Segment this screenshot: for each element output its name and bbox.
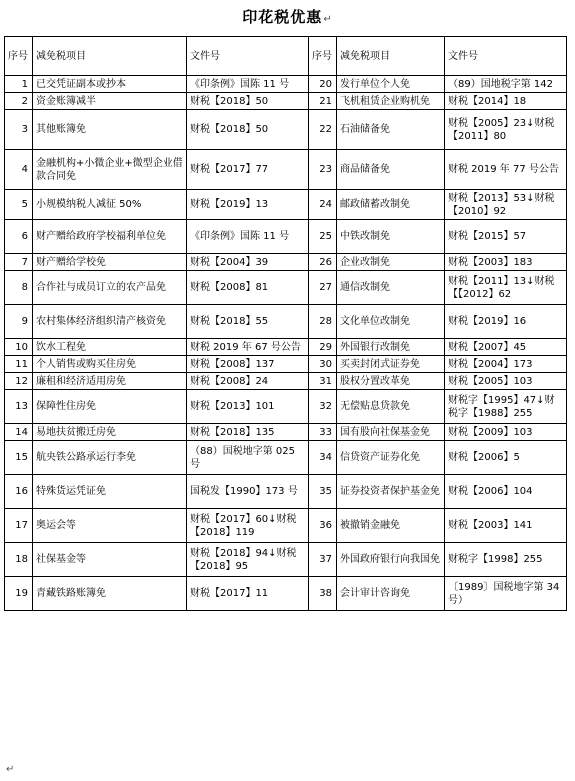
table-row	[5, 190, 567, 220]
row-seq: 4	[5, 150, 33, 190]
table-row	[5, 390, 567, 424]
header-doc: 文件号	[445, 37, 567, 76]
row-item: 奥运会等	[33, 509, 187, 543]
row-item: 通信改制免	[337, 271, 445, 305]
row-doc: 财税字【1998】255	[445, 543, 567, 577]
header-item: 减免税项目	[33, 37, 187, 76]
row-seq: 37	[309, 543, 337, 577]
row-seq: 7	[5, 254, 33, 271]
row-doc: 财税【2006】5	[445, 441, 567, 475]
row-seq: 21	[309, 93, 337, 110]
row-item: 特殊货运凭证免	[33, 475, 187, 509]
table-row	[5, 93, 567, 110]
row-item: 已交凭证副本或抄本	[33, 76, 187, 93]
tax-exemption-table	[4, 36, 567, 611]
row-doc: 财税【2018】55	[187, 305, 309, 339]
row-item: 文化单位改制免	[337, 305, 445, 339]
row-seq: 18	[5, 543, 33, 577]
table-row	[5, 271, 567, 305]
row-doc: 财税【2004】39	[187, 254, 309, 271]
table-row	[5, 254, 567, 271]
table-row	[5, 110, 567, 150]
row-doc: 财税【2013】53↓财税【2010】92	[445, 190, 567, 220]
row-doc: 财税【2014】18	[445, 93, 567, 110]
row-doc: 财税【2008】24	[187, 373, 309, 390]
page-title-text: 印花税优惠	[242, 8, 323, 26]
row-doc: 财税【2017】77	[187, 150, 309, 190]
row-seq: 8	[5, 271, 33, 305]
row-seq: 23	[309, 150, 337, 190]
row-seq: 20	[309, 76, 337, 93]
row-item: 饮水工程免	[33, 339, 187, 356]
row-item: 飞机租赁企业购机免	[337, 93, 445, 110]
row-seq: 31	[309, 373, 337, 390]
row-item: 石油储备免	[337, 110, 445, 150]
row-doc: 财税【2005】23↓财税【2011】80	[445, 110, 567, 150]
row-doc: 财税【2007】45	[445, 339, 567, 356]
row-doc: 财税【2019】13	[187, 190, 309, 220]
row-doc: 《印条例》国陈 11 号	[187, 220, 309, 254]
row-doc: 财税【2018】135	[187, 424, 309, 441]
row-seq: 29	[309, 339, 337, 356]
row-seq: 30	[309, 356, 337, 373]
row-item: 中铁改制免	[337, 220, 445, 254]
row-item: 财产赠给学校免	[33, 254, 187, 271]
header-item: 减免税项目	[337, 37, 445, 76]
row-seq: 33	[309, 424, 337, 441]
table-row	[5, 509, 567, 543]
row-doc: 财税【2005】103	[445, 373, 567, 390]
row-seq: 38	[309, 577, 337, 611]
row-seq: 5	[5, 190, 33, 220]
row-item: 廉租和经济适用房免	[33, 373, 187, 390]
row-doc: 财税【2004】173	[445, 356, 567, 373]
row-doc: 财税【2009】103	[445, 424, 567, 441]
header-doc: 文件号	[187, 37, 309, 76]
table-row	[5, 373, 567, 390]
row-item: 金融机构+小微企业+微型企业借款合同免	[33, 150, 187, 190]
row-seq: 28	[309, 305, 337, 339]
row-item: 社保基金等	[33, 543, 187, 577]
row-seq: 1	[5, 76, 33, 93]
row-item: 其他账簿免	[33, 110, 187, 150]
table-row	[5, 543, 567, 577]
row-doc: 财税【2018】50	[187, 93, 309, 110]
row-doc: 财税【2003】183	[445, 254, 567, 271]
row-item: 买卖封闭式证券免	[337, 356, 445, 373]
row-item: 企业改制免	[337, 254, 445, 271]
row-item: 农村集体经济组织清产核资免	[33, 305, 187, 339]
row-doc: 财税【2006】104	[445, 475, 567, 509]
row-seq: 26	[309, 254, 337, 271]
row-item: 资金账簿减半	[33, 93, 187, 110]
row-doc: 财税【2008】137	[187, 356, 309, 373]
row-doc: 财税 2019 年 77 号公告	[445, 150, 567, 190]
row-doc: 财税字【1995】47↓财税字【1988】255	[445, 390, 567, 424]
row-item: 被撤销金融免	[337, 509, 445, 543]
header-seq: 序号	[5, 37, 33, 76]
row-doc: （89）国地税字第 142	[445, 76, 567, 93]
table-row	[5, 356, 567, 373]
row-seq: 2	[5, 93, 33, 110]
row-item: 无偿贴息贷款免	[337, 390, 445, 424]
row-item: 青藏铁路账簿免	[33, 577, 187, 611]
row-seq: 36	[309, 509, 337, 543]
row-doc: 财税【2017】60↓财税【2018】119	[187, 509, 309, 543]
row-item: 合作社与成员订立的农产品免	[33, 271, 187, 305]
table-body	[5, 76, 567, 611]
row-item: 会计审计咨询免	[337, 577, 445, 611]
row-item: 小规模纳税人减征 50%	[33, 190, 187, 220]
row-doc: 财税【2018】94↓财税【2018】95	[187, 543, 309, 577]
row-doc: 财税【2008】81	[187, 271, 309, 305]
row-doc: 财税【2011】13↓财税【【2012】62	[445, 271, 567, 305]
row-seq: 9	[5, 305, 33, 339]
table-header-row	[5, 37, 567, 76]
row-doc: 财税【2018】50	[187, 110, 309, 150]
row-seq: 17	[5, 509, 33, 543]
row-item: 个人销售或购买住房免	[33, 356, 187, 373]
row-doc: 〔1989〕国税地字第 34 号）	[445, 577, 567, 611]
row-item: 邮政储蓄改制免	[337, 190, 445, 220]
row-seq: 34	[309, 441, 337, 475]
row-seq: 6	[5, 220, 33, 254]
table-row	[5, 577, 567, 611]
footer-paragraph-mark-icon: ↵	[6, 764, 15, 775]
row-doc: 财税【2015】57	[445, 220, 567, 254]
row-seq: 14	[5, 424, 33, 441]
row-doc: 财税 2019 年 67 号公告	[187, 339, 309, 356]
row-seq: 15	[5, 441, 33, 475]
row-item: 股权分置改革免	[337, 373, 445, 390]
table-row	[5, 424, 567, 441]
row-seq: 22	[309, 110, 337, 150]
table-row	[5, 441, 567, 475]
row-item: 财产赠给政府学校福利单位免	[33, 220, 187, 254]
row-doc: 国税发【1990】173 号	[187, 475, 309, 509]
row-doc: 财税【2003】141	[445, 509, 567, 543]
row-seq: 11	[5, 356, 33, 373]
row-item: 易地扶贫搬迁房免	[33, 424, 187, 441]
table-row	[5, 305, 567, 339]
row-seq: 24	[309, 190, 337, 220]
row-seq: 10	[5, 339, 33, 356]
row-item: 外国银行改制免	[337, 339, 445, 356]
row-item: 信贷资产证券化免	[337, 441, 445, 475]
row-seq: 19	[5, 577, 33, 611]
row-doc: 财税【2017】11	[187, 577, 309, 611]
row-seq: 25	[309, 220, 337, 254]
row-doc: 财税【2013】101	[187, 390, 309, 424]
row-item: 商品储备免	[337, 150, 445, 190]
table-row	[5, 150, 567, 190]
row-item: 国有股向社保基金免	[337, 424, 445, 441]
row-seq: 3	[5, 110, 33, 150]
row-seq: 12	[5, 373, 33, 390]
row-item: 发行单位个人免	[337, 76, 445, 93]
row-item: 航央铁公路承运行李免	[33, 441, 187, 475]
page-title	[0, 6, 575, 27]
row-doc: 《印条例》国陈 11 号	[187, 76, 309, 93]
table-row	[5, 76, 567, 93]
table-row	[5, 339, 567, 356]
row-seq: 35	[309, 475, 337, 509]
row-seq: 16	[5, 475, 33, 509]
row-item: 证券投资者保护基金免	[337, 475, 445, 509]
row-doc: （88）国税地字第 025 号	[187, 441, 309, 475]
header-seq: 序号	[309, 37, 337, 76]
table-row	[5, 475, 567, 509]
row-seq: 32	[309, 390, 337, 424]
paragraph-mark-icon: ↵	[323, 14, 333, 25]
row-seq: 27	[309, 271, 337, 305]
row-doc: 财税【2019】16	[445, 305, 567, 339]
table-row	[5, 220, 567, 254]
row-item: 保障性住房免	[33, 390, 187, 424]
row-item: 外国政府银行向我国免	[337, 543, 445, 577]
row-seq: 13	[5, 390, 33, 424]
